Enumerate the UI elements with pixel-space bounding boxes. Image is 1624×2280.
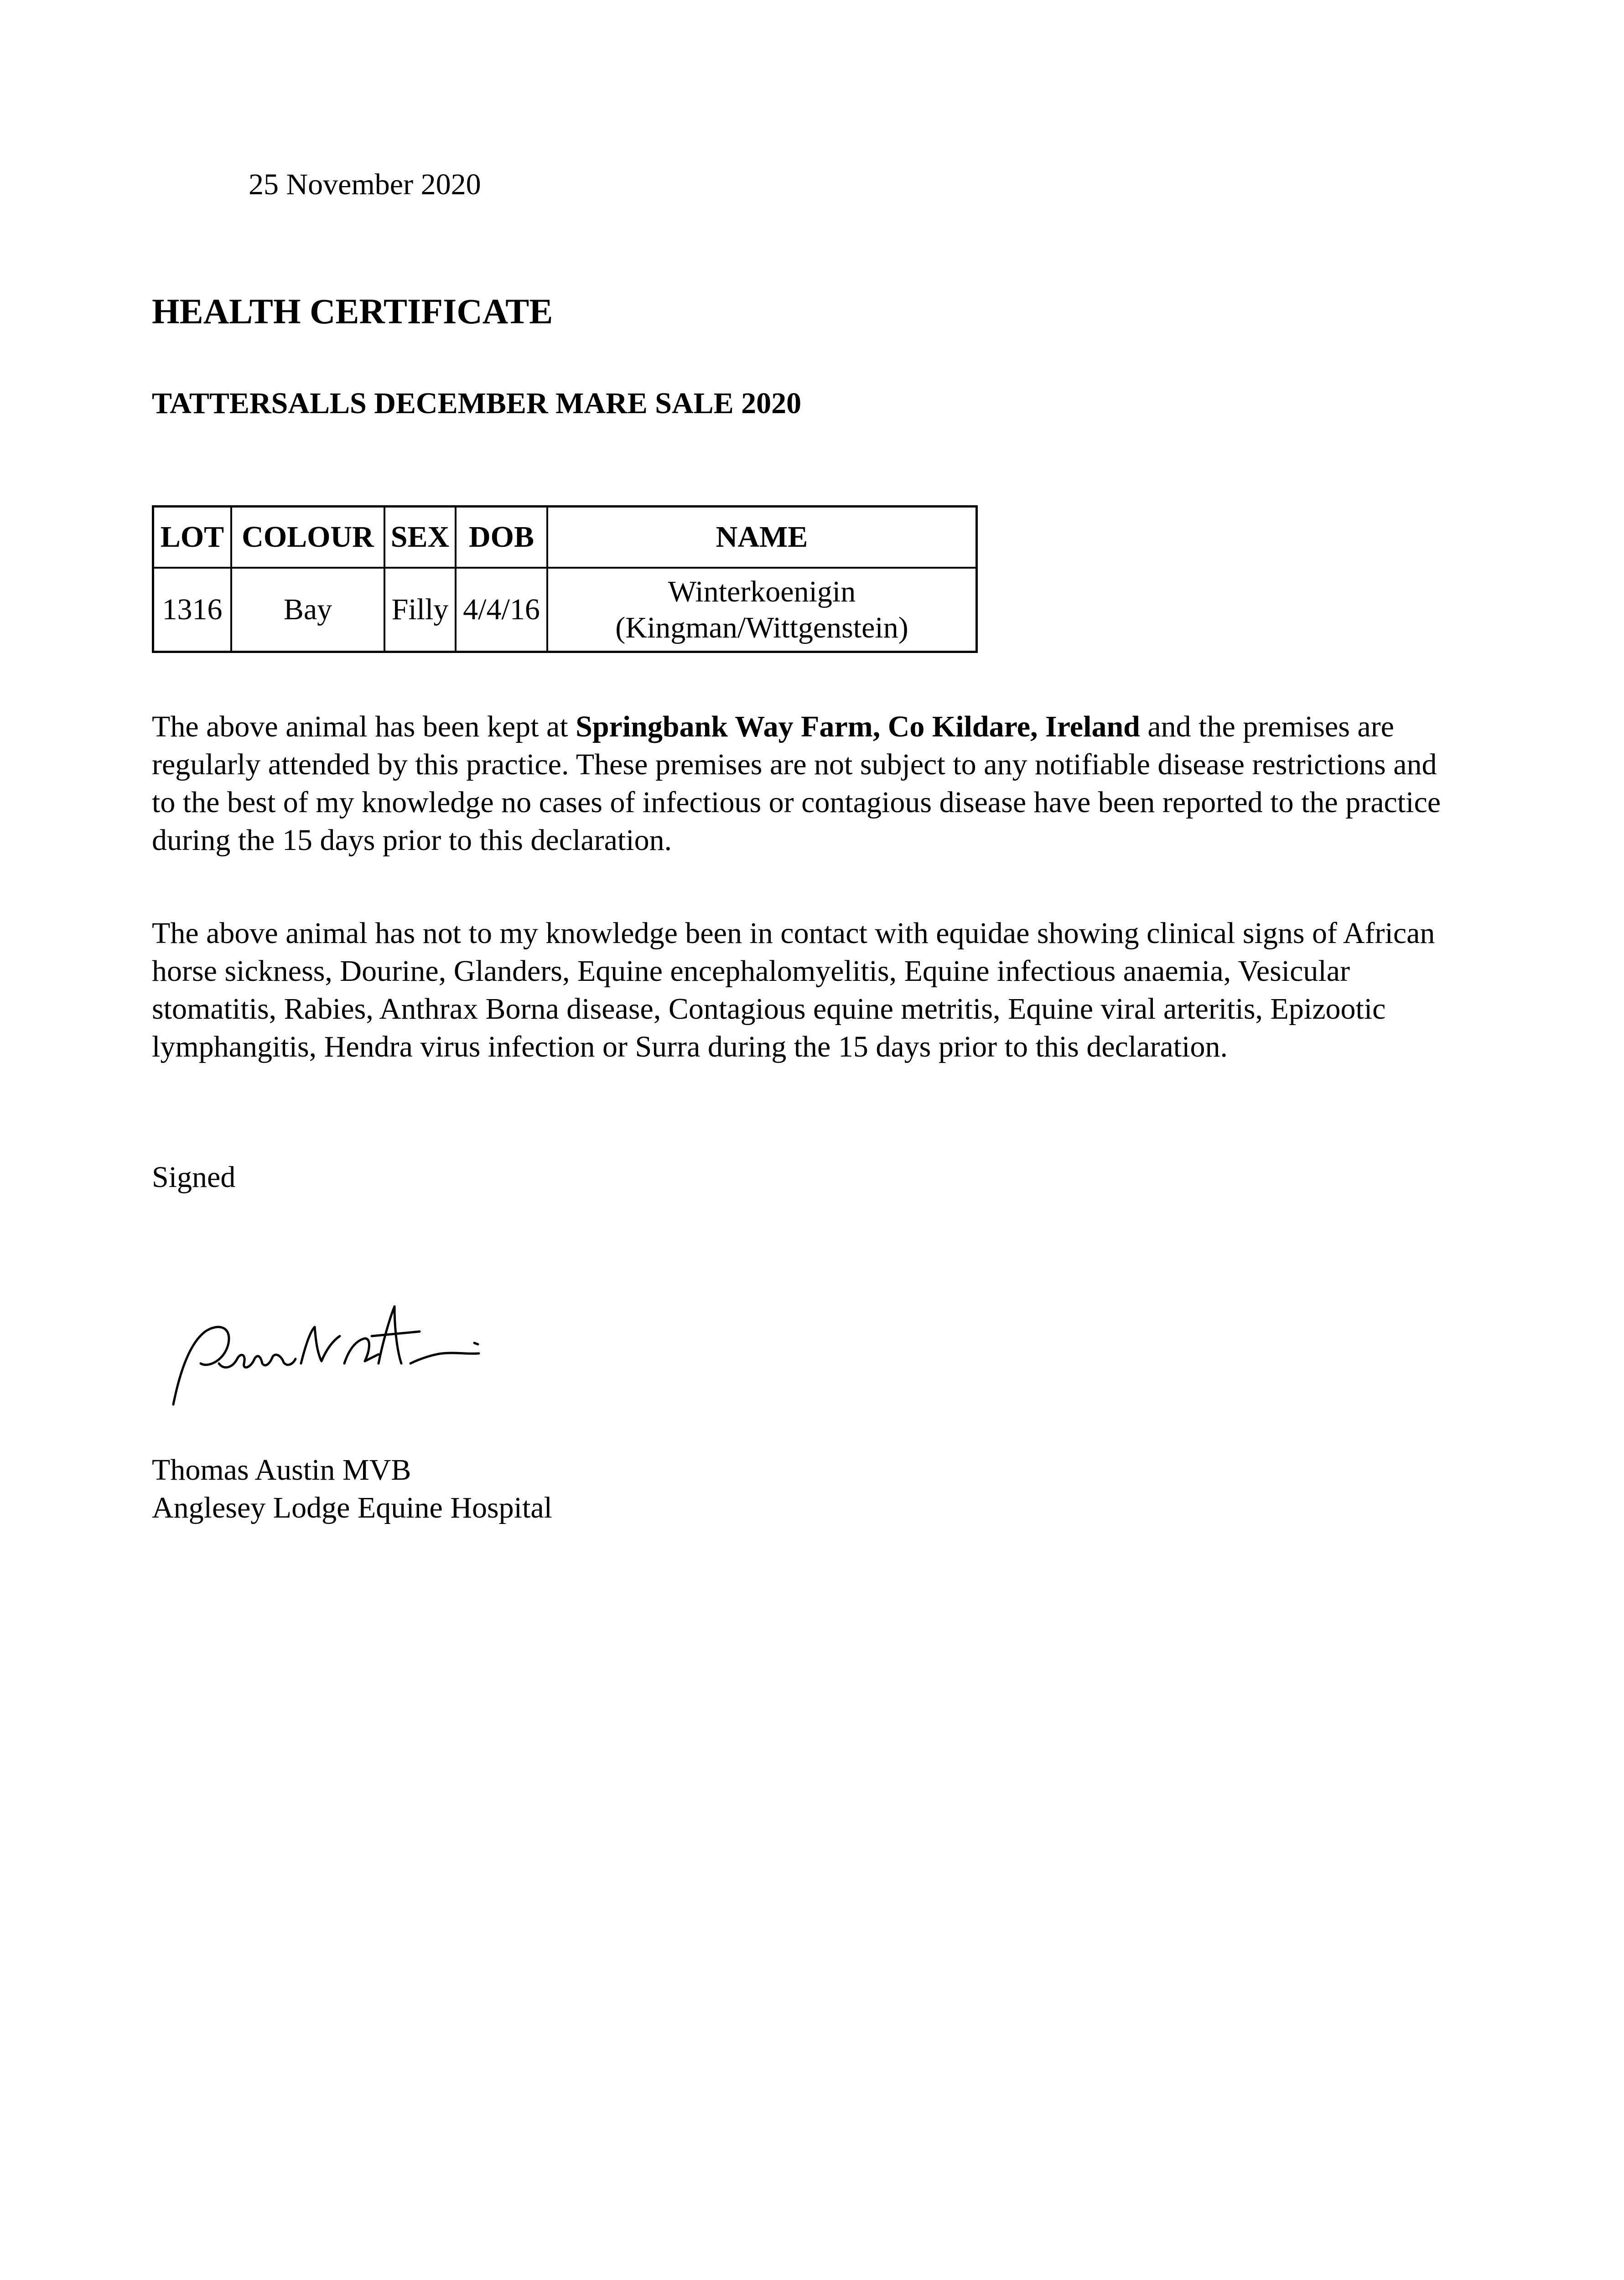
table-row xyxy=(153,568,977,652)
header-colour: COLOUR xyxy=(231,507,384,568)
page-title: HEALTH CERTIFICATE xyxy=(152,291,553,331)
cell-colour: Bay xyxy=(231,568,384,652)
header-sex: SEX xyxy=(384,507,456,568)
premises-location: Springbank Way Farm, Co Kildare, Ireland xyxy=(576,710,1140,743)
horse-pedigree: (Kingman/Wittgenstein) xyxy=(615,611,908,644)
table-header-row xyxy=(153,507,977,568)
premises-text-after: and the premises are regularly attended by this practice. These premises are not subject to any notifiable disease restrictions and to the best of my knowledge no cases of infectious or contagious disease have been reported to the practice during the 15 days prior to this declaration. xyxy=(152,710,1441,857)
header-name: NAME xyxy=(547,507,977,568)
lot-details-table xyxy=(152,505,978,653)
premises-declaration xyxy=(152,708,1465,859)
premises-text-before: The above animal has been kept at xyxy=(152,710,576,743)
header-lot: LOT xyxy=(153,507,232,568)
cell-name xyxy=(547,568,977,652)
cell-sex: Filly xyxy=(384,568,456,652)
handwritten-signature xyxy=(164,1295,493,1414)
cell-dob: 4/4/16 xyxy=(456,568,547,652)
document-date: 25 November 2020 xyxy=(249,168,481,201)
page-subtitle: TATTERSALLS DECEMBER MARE SALE 2020 xyxy=(152,387,802,420)
signer-name: Thomas Austin MVB xyxy=(152,1453,411,1487)
horse-name: Winterkoenigin xyxy=(668,575,856,608)
signer-block xyxy=(152,1451,552,1527)
header-dob: DOB xyxy=(456,507,547,568)
disease-declaration: The above animal has not to my knowledge been in contact with equidae showing clinical signs of African horse sickness, Dourine, Glanders, Equine encephalomyelitis, Equine infectious anaemia, Vesicular stomatitis, Rabies, Anthrax Borna disease, Contagious equine metritis, Equine viral arteritis, Epizootic lymphangitis, Hendra virus infection or Surra during the 15 days prior to this declaration. xyxy=(152,917,1435,1063)
signer-organisation: Anglesey Lodge Equine Hospital xyxy=(152,1491,552,1524)
cell-lot: 1316 xyxy=(153,568,232,652)
signed-label: Signed xyxy=(152,1161,236,1194)
